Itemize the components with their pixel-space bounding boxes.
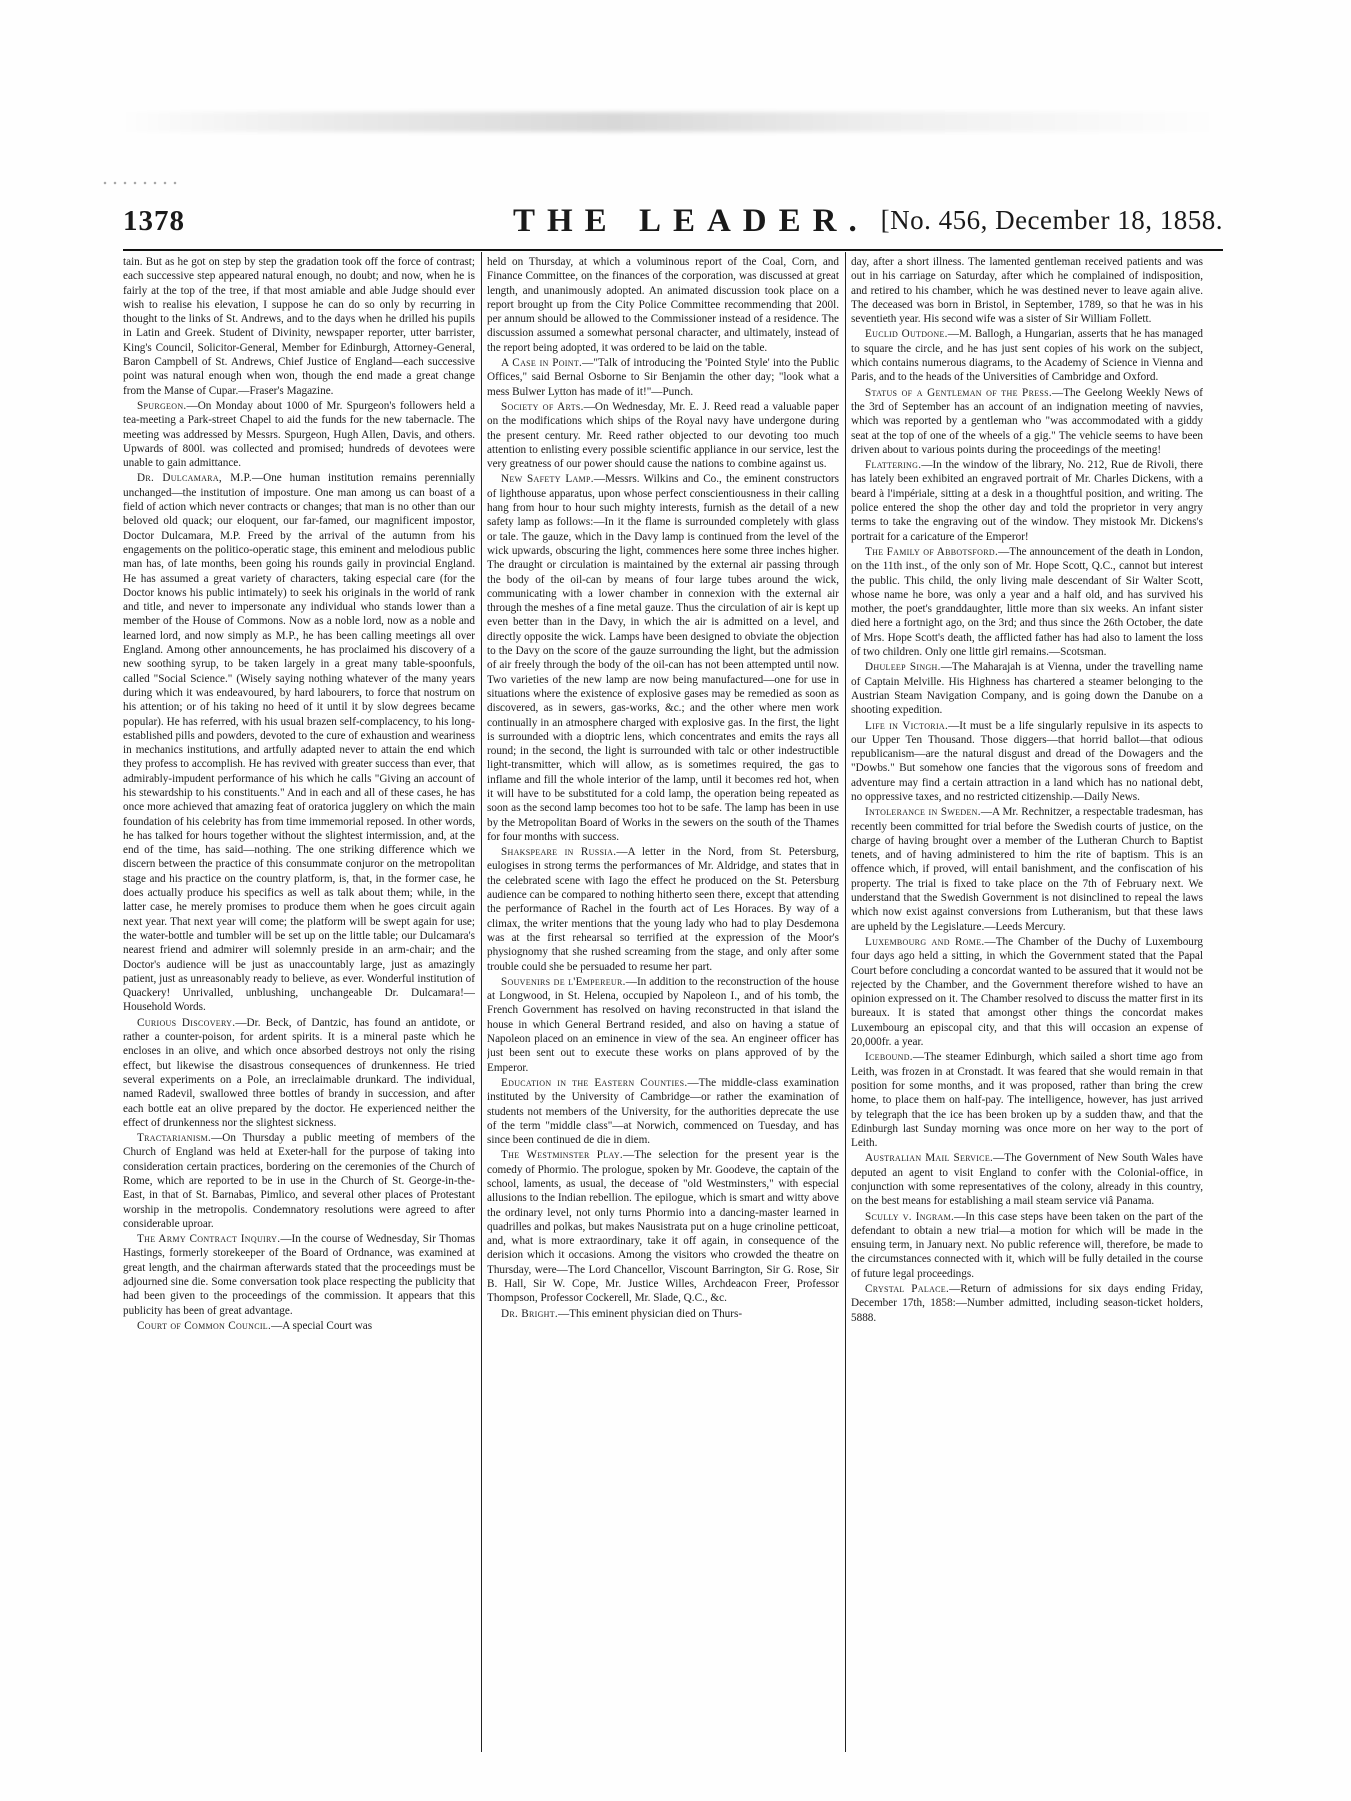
article-paragraph: [123, 255, 475, 398]
article-text: —In this case steps have been taken on the part of the defendant to obtain a new trial—a motion for which will be made in the ensuing term, in January next. No public reference will, therefore, be made to the circumstances connected with it, which will be fully detailed in the course of future legal proceedings.: [851, 1210, 1203, 1280]
article-heading: Court of Common Council.: [137, 1319, 272, 1332]
text-column-3: [851, 255, 1203, 1555]
article-text: —On Thursday a public meeting of members of the Church of England was held at Exeter-hall for the purpose of taking into consideration certain practices, bordering on the ceremonies of the Church of Rome, which are reported to be in use in the Church of St. George-in-the-East, in that of St. Barnabas, Pimlico, and several other places of Protestant worship in the metropolis. Condemnatory resolutions were agreed to after considerable uproar.: [123, 1132, 475, 1230]
article-heading: Dr. Dulcamara, M.P.: [137, 472, 252, 485]
article-heading: Society of Arts.: [501, 400, 584, 413]
article-paragraph: [851, 1151, 1203, 1208]
article-text: —The Government of New South Wales have deputed an agent to visit England to confer with the Colonial-office, in conjunction with some representatives of the colony, already in this country, on the best means for establishing a mail steam service viâ Panama.: [851, 1152, 1203, 1208]
article-paragraph: [851, 255, 1203, 326]
article-heading: Curious Discovery.: [137, 1016, 236, 1029]
article-text: —M. Ballogh, a Hungarian, asserts that he has managed to square the circle, and he has just sent copies of his work on the subject, which contains numerous diagrams, to the Academy of Science in Vienna and Paris, and to the heads of the Universities of Cambridge and Oxford.: [851, 328, 1203, 384]
article-heading: Tractarianism.: [137, 1132, 212, 1145]
article-text: —Dr. Beck, of Dantzic, has found an antidote, or rather a counter-poison, for ardent spirits. It is a mineral paste which he encloses in an olive, and which once absorbed destroys not only the rising effect, but likewise the disastrous consequences of drunkenness. He tried several experiments on a Pole, an irreclaimable drunkard. The individual, named Radevil, swallowed three bottles of brandy in succession, and after each bottle eat an olive prepared by the doctor. He experienced neither the effect of drunkenness nor the slightest sickness.: [123, 1016, 475, 1129]
article-heading: Souvenirs de l'Empereur.: [501, 975, 626, 988]
article-paragraph: [851, 805, 1203, 934]
issue-info: [No. 456, December 18, 1858.: [880, 205, 1223, 235]
article-paragraph: [123, 1016, 475, 1130]
text-column-1: [123, 255, 475, 1745]
column-divider: [845, 252, 846, 1752]
scan-artifact: [120, 112, 1220, 132]
article-text: —A letter in the Nord, from St. Petersburg, eulogises in strong terms the performances of Mr. Aldridge, and states that in the celebrated scene with Iago the effect he produced on the St. Petersburg audience can be compared to nothing hitherto seen there, except that attending the performance of Rachel in the fourth act of Les Horaces. By way of a climax, the writer mentions that the young lady who had to play Desdemona was at the first rehearsal so terrified at the expression of the Moor's physiognomy that she rushed screaming from the stage, and only after some trouble could she be persuaded to resume her part.: [487, 846, 839, 973]
article-paragraph: [851, 386, 1203, 457]
article-text: held on Thursday, at which a voluminous report of the Coal, Corn, and Finance Committee, on the finances of the corporation, was discussed at great length, and unanimously adopted. An animated discussion took place on a report brought up from the City Police Committee recommending that 200l. per annum should be allowed to the Commissioner instead of a residence. The discussion assumed a somewhat personal character, and ultimately, instead of the report being adopted, it was ordered to be laid on the table.: [487, 256, 839, 354]
article-paragraph: [123, 399, 475, 470]
article-text: —The Chamber of the Duchy of Luxembourg four days ago held a sitting, in which the Government stated that the Papal Court before concluding a concordat wanted to be assured that it would not be rejected by the Chamber, and the Government therefore wished to have an opinion expressed on it. The Chamber resolved to discuss the matter first in its bureaux. It is stated that amongst other things the concordat makes Luxembourg an episcopal city, and that this will occasion an expense of 20,000fr. a year.: [851, 935, 1203, 1049]
article-paragraph: [851, 458, 1203, 544]
article-text: —Return of admissions for six days ending Friday, December 17th, 1858:—Number admitted, including season-ticket holders, 5888.: [851, 1283, 1203, 1324]
article-text: —A special Court was: [271, 1319, 373, 1332]
article-paragraph: [487, 1148, 839, 1305]
article-paragraph: [851, 327, 1203, 384]
article-paragraph: [851, 935, 1203, 1049]
article-heading: The Army Contract Inquiry.: [137, 1233, 281, 1246]
masthead: [123, 203, 1223, 251]
article-text: day, after a short illness. The lamented gentleman received patients and was out in his carriage on Saturday, after which he complained of indisposition, and retired to his chamber, which he was destined never to leave again alive. The deceased was born in Bristol, in September, 1789, so that he was in his seventieth year. His second wife was a sister of Sir William Follett.: [851, 256, 1203, 326]
scan-artifact: [100, 180, 180, 186]
article-heading: Australian Mail Service.: [865, 1152, 994, 1165]
article-paragraph: [123, 471, 475, 1014]
article-heading: Flattering.: [865, 459, 922, 472]
article-paragraph: [487, 975, 839, 1075]
article-text: —In the window of the library, No. 212, Rue de Rivoli, there has lately been exhibited an engraved portrait of Mr. Charles Dickens, with a beard à l'impériale, sitting at a desk in a thoughtful position, and writing. The police entered the shop the other day and told the proprietor in very angry terms to take the engraving out of the window. They mistook Mr. Dickens's portrait for a caricature of the Emperor!: [851, 459, 1203, 543]
article-text: —In addition to the reconstruction of the house at Longwood, in St. Helena, occupied by Napoleon I., and of his tomb, the French Government has resolved on having reconstructed in that island the house in which General Bertrand resided, and also on having a statue of Napoleon placed on an eminence in view of the sea. An engineer officer has just been sent out to execute these works on plans approved of by the Emperor.: [487, 975, 839, 1074]
article-paragraph: [123, 1131, 475, 1231]
article-paragraph: [851, 1282, 1203, 1325]
article-paragraph: [851, 545, 1203, 659]
article-heading: The Westminster Play.: [501, 1149, 624, 1162]
article-text: —In the course of Wednesday, Sir Thomas Hastings, formerly storekeeper of the Board of Ordnance, was examined at great length, and the chairman afterwards stated that the proceedings must be adjourned sine die. Some conversation took place respecting the publicity that had been given to the proceedings of the commission. It appears that this publicity has been of great advantage.: [123, 1233, 475, 1317]
article-heading: Dr. Bright.: [501, 1307, 559, 1320]
article-text: —"Talk of introducing the 'Pointed Style' into the Public Offices," said Bernal Osborne to Sir Benjamin the other day; "look what a mess Bulwer Lytton has made of it!"—Punch.: [487, 357, 839, 398]
article-paragraph: [487, 1076, 839, 1147]
article-text: —The Geelong Weekly News of the 3rd of September has an account of an indignation meeting of navvies, which was reported by a gentleman who "was accommodated with a giddy seat at the top of one of the wheels of a gig." The vehicle seems to have been driven about to various points during the proceedings of the meeting!: [851, 386, 1203, 456]
article-heading: Dhuleep Singh.: [865, 661, 941, 674]
article-paragraph: [851, 660, 1203, 717]
article-heading: Crystal Palace.: [865, 1283, 950, 1296]
article-text: —On Wednesday, Mr. E. J. Reed read a valuable paper on the modifications which ships of the Royal navy have undergone during the present century. Mr. Reed rather objected to our devoting too much attention to enlisting every possible scientific appliance in our service, lest the very greatness of our power should cause the nations to combine against us.: [487, 400, 839, 471]
article-text: tain. But as he got on step by step the gradation took off the force of contrast; each successive step appeared natural enough, no doubt; and now, when he is fairly at the top of the tree, if that most amiable and able Judge should ever wish to realise his elevation, I suppose he can do so only by recurring in thought to the links of St. Andrews, and to the days when he drilled his pupils in Latin and Greek. Student of Divinity, newspaper reporter, utter barrister, King's Council, Solicitor-General, Member for Edinburgh, Attorney-General, Baron Campbell of St. Andrews, Chief Justice of England—each successive point was natural enough when won, though the end made a great change from the Manse of Cupar.—Fraser's Magazine.: [123, 256, 475, 397]
article-paragraph: [487, 845, 839, 974]
article-text: —One human institution remains perennially unchanged—the institution of imposture. One man among us can boast of a field of action which never contracts or changes; that man is no other than our beloved old quack; our eloquent, our far-famed, our magnificent impostor, Doctor Dulcamara, M.P. Freed by the arrival of the autumn from his engagements on the politico-operatic stage, this eminent and melodious public man has, of late months, been going his rounds gaily in provincial England. He has assumed a great variety of characters, taking especial care (for the Doctor knows his public intimately) to seek his originals in the world of rank and title, and never to impersonate any individual who stands lower than a member of the House of Commons. Now as a noble lord, now as a noble and learned lord, and now simply as M.P., he has been calling meetings all over England. Among other announcements, he has proclaimed his discovery of a new soothing syrup, to be taken largely in a great many table-spoonfuls, called "Social Science." (Wisely saying nothing whatever of the many years during which it was endeavoured, by hard labourers, to force that nostrum on his attention; or of his taking no heed of it until it by slow degrees became popular). He has referred, with his usual brazen self-complacency, to his long-established pills and powders, devoted to the cure of exhaustion and weariness in mechanics institutions, and artfully adapted never to attain the end which they profess to accomplish. He has revived with greater success than ever, that admirably-impudent performance of his which he calls "Giving an account of his stewardship to his constituents." And in each and all of these cases, he has once more achieved that amazing feat of oratorica jugglery on which the main foundation of his celebrity has from time immemorial reposed. In other words, he has talked for hours together without the slightest intermission, and, at the end of the time, has said—nothing. The one striking difference which we discern between the practice of this consummate conjuror on the metropolitan stage and his practice on the country platform, is, that, in the former case, he does actually produce his specifics as well as talk about them; while, in the latter case, he merely promises to produce them when he goes circuit again next year. That next year will come; the platform will be swept again for use; the water-bottle and tumbler will be set up on the little table; our Dulcamara's nearest friend and admirer will solemnly preside in an arm-chair; and the Doctor's audience will be just as unaccountably large, just as amazingly patient, just as unreasonably ready to believe, as ever. Wonderful institution of Quackery! Unrivalled, unblushing, unchangeable Dr. Dulcamara!—Household Words.: [123, 472, 475, 1014]
article-text: —The middle-class examination instituted by the University of Cambridge—or rather the examination of students not members of the University, for the authorities deprecate the use of the term "middle class"—at Norwich, commenced on Tuesday, and has since been continued de die in diem.: [487, 1076, 839, 1147]
article-heading: Scully v. Ingram.: [865, 1210, 955, 1223]
article-heading: New Safety Lamp.: [501, 473, 594, 486]
article-text: —A Mr. Rechnitzer, a respectable tradesman, has recently been committed for trial before the Swedish courts of justice, on the charge of having brought over a member of the Lutheran Church to Baptist tenets, and of having administered to him the rite of baptism. This is an offence which, if proved, will entail banishment, and the confiscation of his property. The trial is fixed to take place on the 7th of February next. We understand that the Swedish Government is not disinclined to repeal the laws which now exist against conversions from Lutheranism, but that these laws are upheld by the Legislature.—Leeds Mercury.: [851, 806, 1203, 933]
article-heading: Education in the Eastern Counties.: [501, 1076, 688, 1089]
article-text: —Messrs. Wilkins and Co., the eminent constructors of lighthouse apparatus, upon whose perfect conscientiousness in their calling hang from hour to hour such mighty interests, furnish as the detail of a new safety lamp as follows:—In it the flame is surrounded completely with glass or tale. The gauze, which in the Davy lamp is continued from the level of the wick upwards, obscuring the light, commences here some three inches higher. The draught or circulation is maintained by the external air passing through the body of the oil-can by means of four large tubes around the wick, communicating with a lower chamber in connexion with the external air through the meshes of a fine metal gauze. Thus the circulation of air is kept up even better than in the Davy, in which the air is admitted on a level, and directly opposite the wick. Lamps have been designed to obviate the objection to the Davy on the score of the gauze surrounding the light, but the admission of air freely through the body of the oil-can has not been attempted until now. Two varieties of the new lamp are now being manufactured—one for use in situations where the existence of explosive gases may be remedied as soon as discovered, as in sewers, gas-works, &c.; and the other where men work continually in an atmosphere charged with explosive gas. In the first, the light is surrounded with a dioptric lens, which concentrates and emits the rays all round; in the second, the light is surrounded with talc or other indestructible light-transmitter, which will allow, as is sometimes required, the gas to inflame and fill the whole interior of the lamp, until it becomes red hot, when it will have to be substituted for a cold lamp, the operation being repeated as soon as the second lamp becomes too hot to be safe. The lamp has been in use by the Metropolitan Board of Works in the sewers on the south of the Thames for four months with success.: [487, 473, 839, 843]
article-heading: A Case in Point.: [501, 357, 583, 370]
article-text: —The selection for the present year is the comedy of Phormio. The prologue, spoken by Mr. Goodeve, the captain of the school, laments, as usual, the decease of "old Westminsters," with especial allusions to the Indian rebellion. The epilogue, which is smart and witty above the ordinary level, not only turns Phormio into a dancing-master learned in quadrilles and polkas, but makes Nausistrata put on a huge crinoline petticoat, and, what is more extraordinary, take it off again, in consequence of the derision which it occasions. Among the visitors who crowded the theatre on Thursday, were—The Lord Chancellor, Viscount Barrington, Sir G. Rose, Sir B. Hall, Sir W. Cope, Mr. Justice Willes, Archdeacon Freer, Professor Thompson, Professor Cockerell, Mr. Slade, Q.C., &c.: [487, 1149, 839, 1305]
article-paragraph: [851, 719, 1203, 805]
article-heading: Life in Victoria.: [865, 719, 949, 732]
article-heading: Shakspeare in Russia.: [501, 846, 617, 859]
paper-title: THE LEADER.: [513, 203, 869, 239]
article-text: —The announcement of the death in London, on the 11th inst., of the only son of Mr. Hope Scott, Q.C., cannot but interest the public. This child, the only living male descendant of Sir Walter Scott, whose name he bore, was only a year and a half old, and has survived his mother, the poet's granddaughter, little more than six weeks. An infant sister died here a fortnight ago, on the 3rd; and thus since the 26th October, the date of Mrs. Hope Scott's death, the afflicted father has had also to lament the loss of two children. Only one little girl remains.—Scotsman.: [851, 545, 1203, 659]
article-text: —The steamer Edinburgh, which sailed a short time ago from Leith, was frozen in at Cronstadt. It was feared that she would remain in that position for some months, and it was proposed, rather than bring the crew home, to place them on half-pay. The intelligence, however, has just arrived by telegraph that the ice has been broken up by a sudden thaw, and that the Edinburgh last Sunday morning was once more on her way to the port of Leith.: [851, 1051, 1203, 1150]
article-paragraph: [487, 1307, 839, 1321]
article-heading: Euclid Outdone.: [865, 328, 948, 341]
article-paragraph: [487, 400, 839, 471]
column-divider: [481, 252, 482, 1752]
article-paragraph: [487, 472, 839, 844]
page-number: 1378: [123, 205, 185, 237]
article-heading: Status of a Gentleman of the Press.: [865, 386, 1053, 399]
article-paragraph: [123, 1319, 475, 1333]
article-heading: Spurgeon.: [137, 399, 187, 412]
article-text: —This eminent physician died on Thurs-: [558, 1307, 743, 1320]
article-heading: The Family of Abbotsford.: [865, 545, 999, 558]
article-heading: Luxembourg and Rome.: [865, 935, 985, 948]
article-text: —On Monday about 1000 of Mr. Spurgeon's followers held a tea-meeting a Park-street Chapel to aid the funds for the new tabernacle. The meeting was addressed by Messrs. Spurgeon, Hugh Allen, Davis, and others. Upwards of 800l. was collected and promised; hundreds of devotees were unable to gain admittance.: [123, 399, 475, 470]
article-paragraph: [851, 1050, 1203, 1150]
text-column-2: [487, 255, 839, 1700]
article-paragraph: [851, 1210, 1203, 1281]
article-paragraph: [487, 255, 839, 355]
article-heading: Icebound.: [865, 1051, 913, 1064]
article-heading: Intolerance in Sweden.: [865, 806, 981, 819]
article-paragraph: [487, 356, 839, 399]
article-text: —The Maharajah is at Vienna, under the travelling name of Captain Melville. His Highness has chartered a steamer belonging to the Austrian Steam Navigation Company, and is going down the Danube on a shooting expedition.: [851, 661, 1203, 717]
article-text: —It must be a life singularly repulsive in its aspects to our Upper Ten Thousand. Those diggers—that horrid ballot—that odious republicanism—are the natural disgust and dread of the Dowagers and the "Dowbs." But somehow one fancies that the vigorous sons of freedom and adventure may find a certain attraction in a land which has no national debt, no oppressive taxes, and no restricted citizenship.—Daily News.: [851, 719, 1203, 803]
article-paragraph: [123, 1232, 475, 1318]
